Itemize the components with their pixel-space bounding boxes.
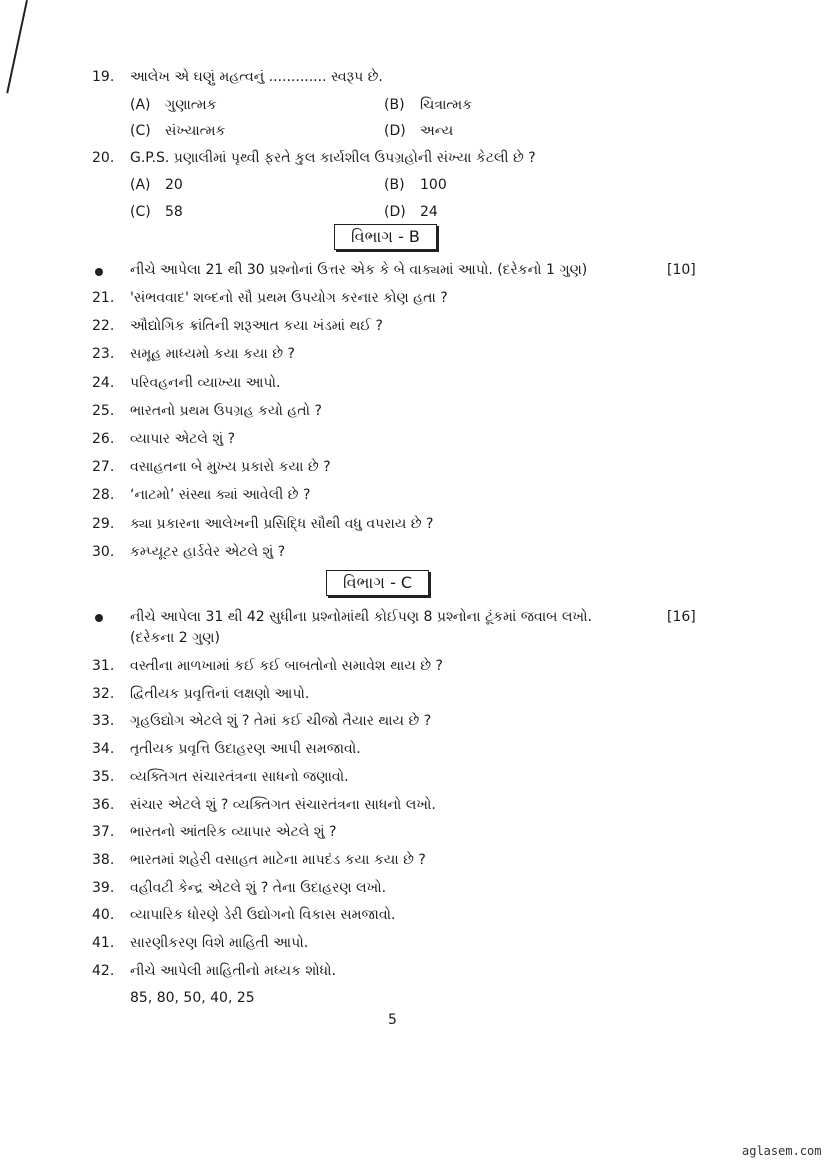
question-text: ગૃહઉદ્યોગ એટલે શું ? તેમાં કઈ ચીજો તૈયાર થાય છે ?: [130, 713, 432, 730]
option-label: (C): [130, 123, 151, 139]
question-number: 41.: [92, 935, 115, 951]
option-label: (B): [384, 97, 405, 113]
question-text: ઔદ્યોગિક ક્રાંતિની શરૂઆત કયા ખંડમાં થઈ ?: [130, 318, 383, 335]
question-number: 26.: [92, 431, 115, 447]
question-text: ભારતમાં શહેરી વસાહત માટેના માપદંડ કયા કયા છે ?: [130, 851, 426, 868]
section-instruction: નીચે આપેલા 21 થી 30 પ્રશ્નોનાં ઉત્તર એક કે બે વાક્યમાં આપો. (દરેકનો 1 ગુણ): [130, 262, 588, 278]
section-instruction-marks: (દરેકના 2 ગુણ): [130, 630, 220, 646]
question-text: 'સંભવવાદ' શબ્દનો સૌ પ્રથમ ઉપયોગ કરનાર કોણ હતા ?: [130, 290, 448, 306]
option-value: અન્ય: [420, 123, 454, 139]
option-label: (A): [130, 177, 151, 193]
question-text: G.P.S. પ્રણાલીમાં પૃથ્વી ફરતે કુલ કાર્યશીલ ઉપગ્રહોની સંખ્યા કેટલી છે ?: [130, 150, 536, 166]
page-number: 5: [388, 1012, 397, 1028]
question-number: 29.: [92, 515, 115, 532]
question-number: 28.: [92, 487, 115, 504]
question-text: કમ્પ્યૂટર હાર્ડવેર એટલે શું ?: [130, 543, 286, 560]
question-number: 25.: [92, 402, 115, 419]
option-value: 20: [165, 177, 183, 193]
question-number: 37.: [92, 824, 115, 841]
option-label: (D): [384, 123, 406, 139]
question-number: 32.: [92, 685, 115, 702]
question-text: આલેખ એ ઘણું મહત્વનું ............. સ્વરૂપ છે.: [130, 69, 383, 85]
question-text: સમૂહ માધ્યમો કયા કયા છે ?: [130, 346, 295, 363]
question-text: ‘નાટમો’ સંસ્થા ક્યાં આવેલી છે ?: [130, 487, 311, 504]
question-number: 23.: [92, 346, 115, 363]
question-text: દ્વિતીયક પ્રવૃત્તિનાં લક્ષણો આપો.: [130, 685, 310, 702]
question-text: નીચે આપેલી માહિતીનો મધ્યક શોધો.: [130, 962, 336, 979]
question-text: ભારતનો આંતરિક વ્યાપાર એટલે શું ?: [130, 824, 337, 841]
question-text: વસાહતના બે મુખ્ય પ્રકારો કયા છે ?: [130, 459, 331, 476]
question-number: 34.: [92, 741, 115, 758]
question-text: ક્યા પ્રકારના આલેખની પ્રસિદ્ધિ સૌથી વધુ વપરાય છે ?: [130, 515, 434, 532]
option-value: 100: [420, 177, 447, 193]
scan-mark: [6, 0, 28, 93]
question-text: વ્યાપાર એટલે શું ?: [130, 431, 236, 447]
section-instruction: નીચે આપેલા 31 થી 42 સુધીના પ્રશ્નોમાંથી કોઈપણ 8 પ્રશ્નોના ટૂંકમાં જવાબ લખો.: [130, 609, 592, 625]
data-values: 85, 80, 50, 40, 25: [130, 990, 255, 1006]
question-number: 21.: [92, 290, 115, 306]
question-number: 22.: [92, 318, 115, 335]
question-text: વહીવટી કેન્દ્ર એટલે શું ? તેના ઉદાહરણ લખો.: [130, 879, 387, 896]
question-number: 24.: [92, 374, 115, 391]
question-text: સંચાર એટલે શું ? વ્યક્તિગત સંચારતંત્રના સાધનો લખો.: [130, 796, 436, 813]
question-number: 38.: [92, 851, 115, 868]
section-c-title: વિભાગ - C: [326, 570, 429, 596]
option-value: ચિત્રાત્મક: [420, 97, 473, 113]
section-marks: [10]: [667, 262, 696, 278]
question-number: 33.: [92, 713, 115, 730]
question-number: 31.: [92, 658, 115, 674]
question-number: 35.: [92, 768, 115, 785]
question-number: 39.: [92, 879, 115, 896]
option-label: (A): [130, 97, 151, 113]
question-number: 42.: [92, 962, 115, 979]
question-text: ભારતનો પ્રથમ ઉપગ્રહ કયો હતો ?: [130, 402, 322, 419]
option-value: ગુણાત્મક: [165, 97, 217, 113]
option-value: 58: [165, 204, 183, 220]
question-number: 30.: [92, 543, 115, 560]
question-text: વ્યક્તિગત સંચારતંત્રના સાધનો જણાવો.: [130, 768, 349, 785]
bullet-icon: [95, 614, 103, 622]
question-number: 19.: [92, 69, 115, 85]
question-number: 36.: [92, 796, 115, 813]
option-label: (C): [130, 204, 151, 220]
watermark: aglasem.com: [742, 1144, 822, 1158]
question-text: વસ્તીના માળખામાં કઈ કઈ બાબતોનો સમાવેશ થાય છે ?: [130, 658, 443, 674]
question-number: 40.: [92, 907, 115, 924]
section-marks: [16]: [667, 609, 696, 625]
option-label: (B): [384, 177, 405, 193]
question-text: પરિવહનની વ્યાખ્યા આપો.: [130, 374, 281, 391]
option-label: (D): [384, 204, 406, 220]
section-b-title: વિભાગ - B: [334, 224, 437, 250]
bullet-icon: [95, 268, 103, 276]
option-value: 24: [420, 204, 438, 220]
question-text: સારણીકરણ વિશે માહિતી આપો.: [130, 935, 309, 951]
option-value: સંખ્યાત્મક: [165, 123, 226, 139]
question-text: તૃતીયક પ્રવૃત્તિ ઉદાહરણ આપી સમજાવો.: [130, 741, 361, 758]
question-number: 27.: [92, 459, 115, 476]
question-text: વ્યાપારિક ધોરણે ડેરી ઉદ્યોગનો વિકાસ સમજાવો.: [130, 907, 396, 924]
question-number: 20.: [92, 150, 115, 166]
